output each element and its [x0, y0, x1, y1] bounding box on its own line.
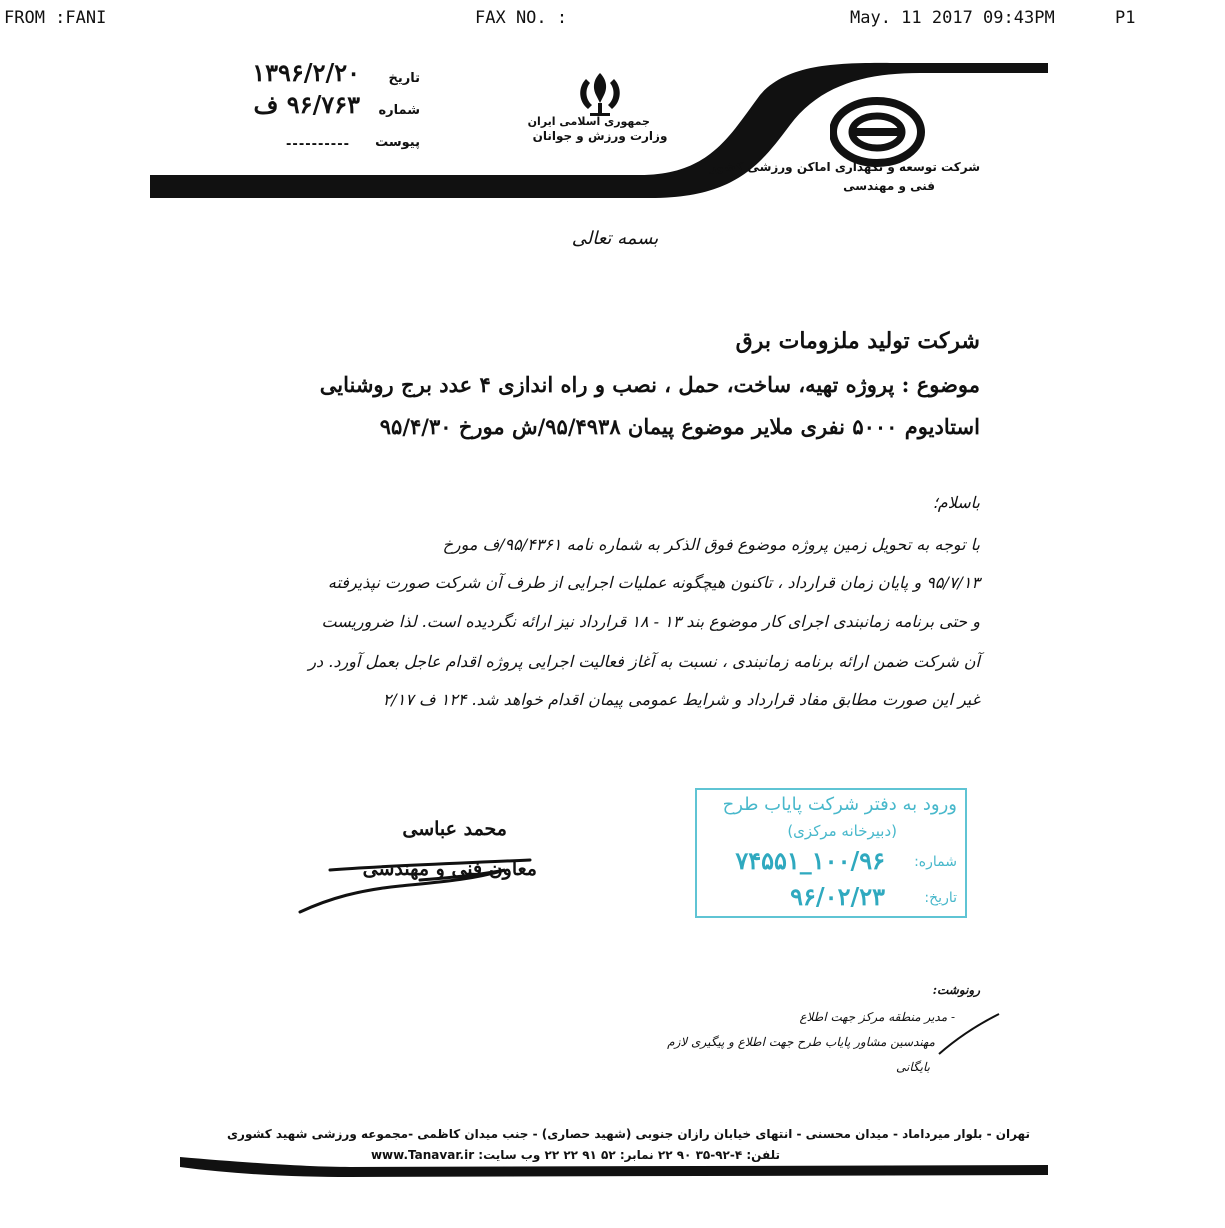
- ministry-line-2: وزارت ورزش و جوانان: [532, 129, 668, 143]
- signature-scribble-icon: [290, 840, 540, 920]
- stamp-title: ورود به دفتر شرکت پایاب طرح: [722, 794, 957, 815]
- body-line: غیر این صورت مطابق مفاد قرارداد و شرایط عمومی پیمان اقدام خواهد شد. ۱۲۴ ف ۲/۱۷: [382, 690, 980, 709]
- company-line-2: فنی و مهندسی: [843, 179, 935, 193]
- subject-line: استادیوم ۵۰۰۰ نفری ملایر موضوع پیمان ۹۵/۴۹۳۸/ش مورخ ۹۵/۴/۳۰: [379, 414, 980, 439]
- cc-checkmark-icon: [935, 1010, 1005, 1060]
- body-line: ۹۵/۷/۱۳ و پایان زمان قرارداد ، تاکنون هیچگونه عملیات اجرایی از طرف آن شرکت صورت نپذیرفته: [327, 573, 980, 592]
- letterhead: [150, 55, 1050, 205]
- cc-item: - مدیر منطقه مرکز جهت اطلاع: [799, 1010, 955, 1024]
- fax-page: P1: [1115, 8, 1136, 28]
- fax-header: [0, 0, 1225, 40]
- body-line: آن شرکت ضمن ارائه برنامه زمانبندی ، نسبت به آغاز فعالیت اجرایی پروژه اقدام عاجل بعمل آورد. در: [308, 652, 980, 671]
- company-logo-icon: [830, 97, 925, 167]
- stamp-number-label: شماره:: [914, 854, 957, 870]
- fax-number: FAX NO. :: [475, 8, 568, 28]
- date-value: ۱۳۹۶/۲/۲۰: [252, 58, 360, 87]
- stamp-date-label: تاریخ:: [924, 890, 957, 906]
- signer-name: محمد عباسی: [402, 818, 507, 840]
- number-value: ۹۶/۷۶۳ ف: [253, 90, 360, 119]
- number-label: شماره: [378, 103, 420, 118]
- attachment-value: ----------: [286, 137, 350, 152]
- iran-emblem-icon: [570, 69, 630, 119]
- subject-line: موضوع : پروژه تهیه، ساخت، حمل ، نصب و راه اندازی ۴ عدد برج روشنایی: [319, 372, 980, 397]
- greeting: باسلام؛: [932, 493, 980, 512]
- footer-contact: تلفن: ۴-۹۲-۳۵ ۹۰ ۲۲ نمابر: ۵۲ ۹۱ ۲۲ ۲۲ وب سایت: www.Tanavar.ir: [370, 1148, 780, 1162]
- date-label: تاریخ: [388, 71, 420, 86]
- body-line: و حتی برنامه زمانبندی اجرای کار موضوع بند ۱۳ - ۱۸ قرارداد نیز ارائه نگردیده است. لذا ضروریست: [321, 612, 980, 631]
- body-line: با توجه به تحویل زمین پروژه موضوع فوق الذکر به شماره نامه ۹۵/۴۳۶۱/ف مورخ: [442, 535, 980, 554]
- fax-from: FROM :FANI: [4, 8, 107, 28]
- footer: [150, 1105, 1050, 1190]
- signer-title: معاون فنی و مهندسی: [362, 858, 537, 880]
- footer-address: تهران - بلوار میرداماد - میدان محسنی - انتهای خیابان رازان جنوبی (شهید حصاری) - جنب میدان کاظمی -مجموعه ورزشی شهید کشوری: [227, 1127, 1030, 1141]
- stamp-subtitle: (دبیرخانه مرکزی): [787, 822, 897, 840]
- cc-item: بایگانی: [896, 1060, 930, 1074]
- stamp-number-value: ۱۰۰/۹۶_۷۴۵۵۱: [735, 846, 885, 875]
- received-stamp: [695, 788, 967, 918]
- addressee: شرکت تولید ملزومات برق: [735, 328, 980, 354]
- stamp-date-value: ۹۶/۰۲/۲۳: [790, 882, 885, 911]
- company-line-1: شرکت توسعه و نگهداری اماکن ورزشی کشور: [709, 160, 980, 174]
- ministry-line-1: جمهوری اسلامی ایران: [527, 115, 650, 128]
- attachment-label: پیوست: [375, 135, 420, 150]
- cc-item: مهندسین مشاور پایاب طرح جهت اطلاع و پیگیری لازم: [667, 1035, 935, 1049]
- fax-datetime: May. 11 2017 09:43PM: [850, 8, 1055, 28]
- cc-heading: رونوشت:: [932, 983, 980, 997]
- bismillah: بسمه تعالی: [571, 228, 659, 249]
